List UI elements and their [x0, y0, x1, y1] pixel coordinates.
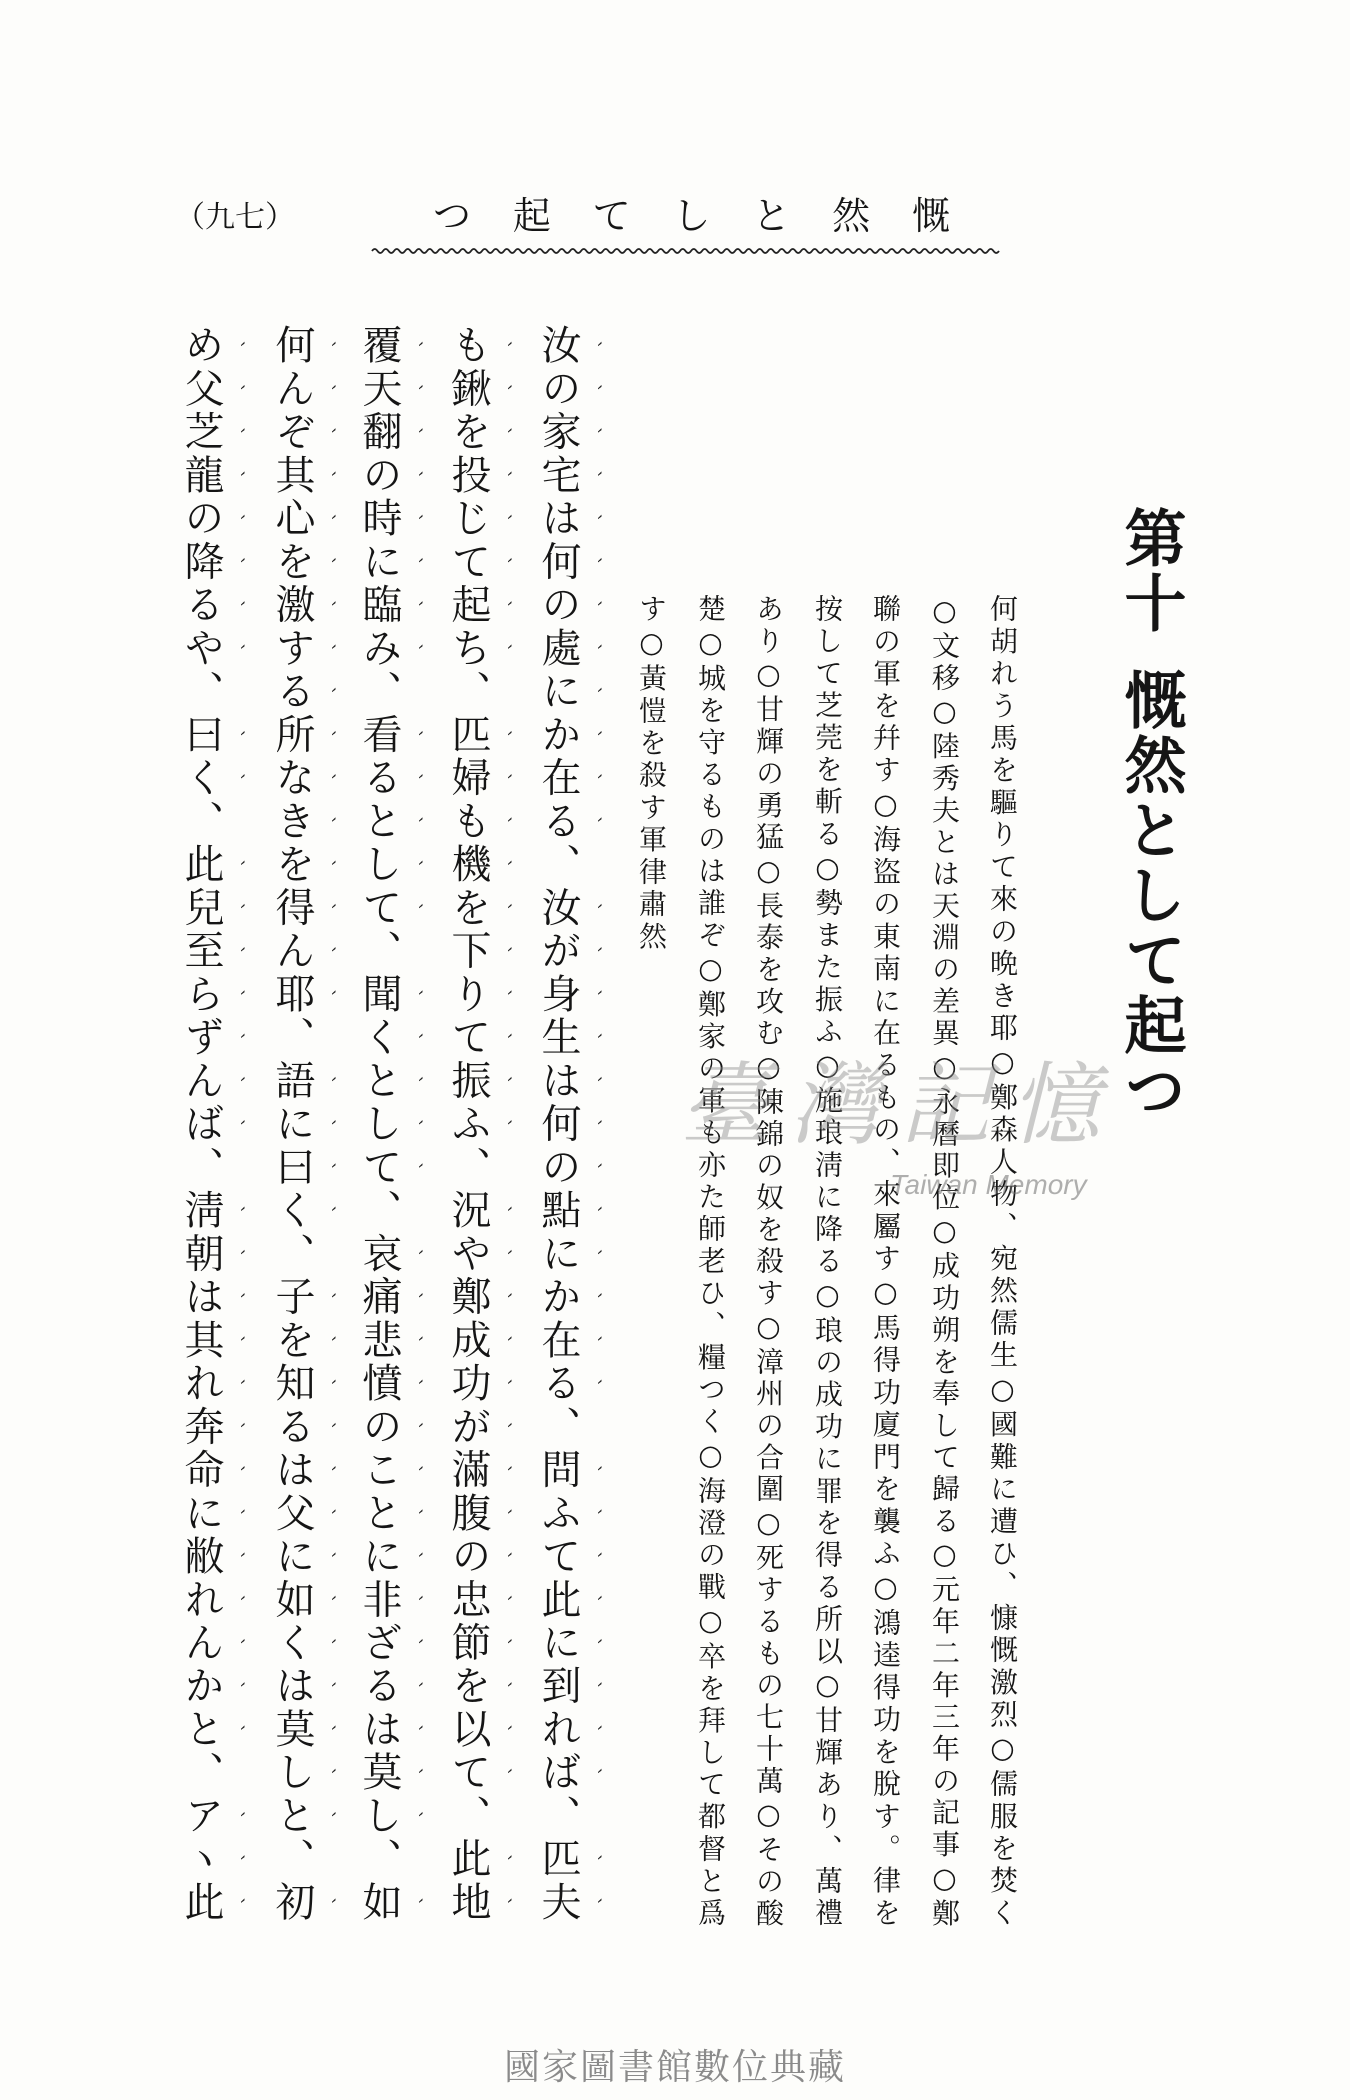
headnote-line: 楚○城を守るものは誰ぞ○鄭家の軍も亦た師老ひ、糧つく○海澄の戰○卒を拜して都督と爲 [694, 594, 727, 1930]
watermark-logo: 臺灣記憶 [680, 1053, 1120, 1158]
page-number: （九七） [175, 200, 295, 235]
body-line: 覆天翻の時に臨み、看るとして、聞くとして、哀痛悲憤のことに非ざるは莫し、如 [356, 324, 402, 1924]
headnote-line: 按して芝莞を斬る○勢また振ふ○施琅淸に降る○琅の成功に罪を得る所以○甘輝あり、萬禮 [811, 594, 844, 1930]
headnote-line: す○黃愷を殺す軍律肅然 [635, 594, 668, 954]
body-line: 汝の家宅は何の處にか在る、汝が身生は何の點にか在る、問ふて此に到れば、匹夫 [535, 324, 581, 1924]
footer-credit: 國家圖書館數位典藏 [503, 2047, 846, 2088]
running-title [433, 194, 950, 238]
running-title-char: し [672, 194, 711, 238]
body-line: め父芝龍の降るや、曰く、此兒至らずんば、淸朝は其れ奔命に敝れんかと、アヽ此 [178, 324, 224, 1924]
headnote-line: ○文移○陸秀夫とは天淵の差異○永曆即位○成功朔を奉して歸る○元年二年三年の記事○鄭 [928, 594, 961, 1930]
headnote-line: あり○甘輝の勇猛○長泰を攻む○陳錦の奴を殺す○漳州の合圍○死するもの七十萬○その酸 [752, 594, 785, 1930]
running-title-char: 然 [832, 194, 871, 238]
running-title-char: つ [433, 194, 472, 238]
running-title-char: 慨 [911, 194, 950, 238]
running-title-char: と [752, 194, 791, 238]
body-line: も鍬を投じて起ち、匹婦も機を下りて振ふ、況や鄭成功が滿腹の忠節を以て、此地 [445, 324, 491, 1924]
chapter-number: 第十 [1114, 506, 1187, 636]
body-line: 何んぞ其心を激する所なきを得ん耶、語に曰く、子を知るは父に如くは莫しと、初 [269, 324, 315, 1925]
chapter-title: 慨然として起つ [1114, 668, 1187, 1123]
running-title-char: 起 [512, 194, 551, 238]
running-title-char: て [592, 194, 631, 238]
watermark-subtitle: Taiwan Memory [890, 1169, 1087, 1200]
headnote-line: 何胡れう馬を驅りて來の晩き耶○鄭森人物、宛然儒生○國難に遭ひ、慷慨激烈○儒服を焚く [986, 594, 1019, 1930]
headnote-line: 聯の軍を幷す○海盜の東南に在るもの、來屬す○馬得功廈門を襲ふ○鴻逵得功を脫す。律を [869, 594, 902, 1930]
header-wavy-rule [371, 243, 1007, 259]
